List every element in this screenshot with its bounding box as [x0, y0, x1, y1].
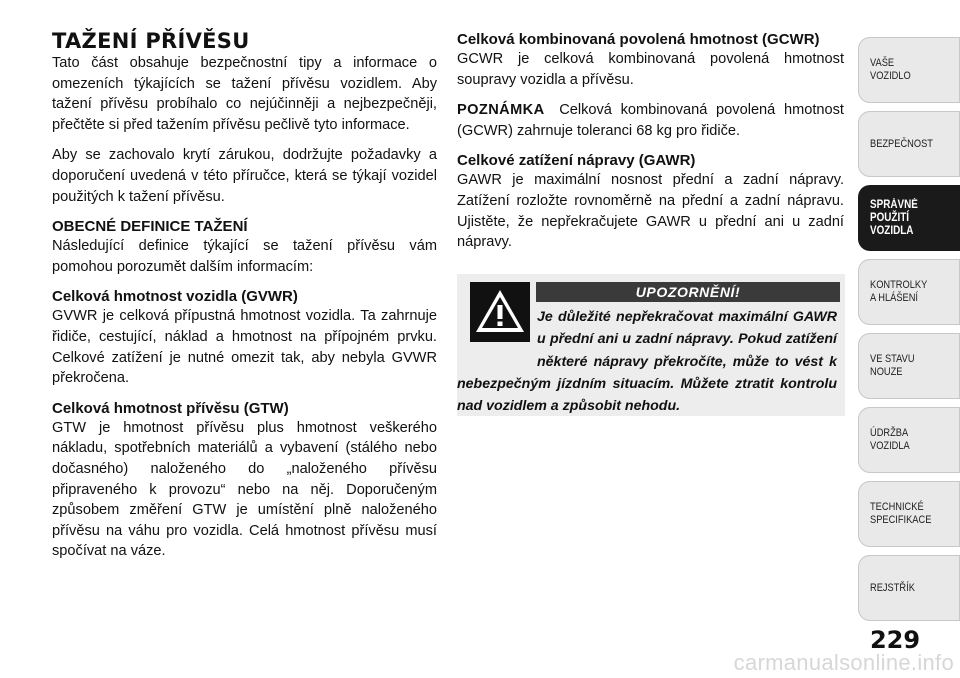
left-column	[52, 53, 437, 572]
tab-ve-stavu-nouze[interactable]	[858, 333, 960, 399]
tab-label: REJSTŘÍK	[870, 581, 915, 594]
tab-label: ÚDRŽBA VOZIDLA	[870, 427, 910, 452]
tab-label: VAŠE VOZIDLO	[870, 57, 911, 82]
gawr-text: GAWR je maximální nosnost přední a zadní nápravy. Zatížení rozložte rovnoměrně na přední a zadní nápravu. Ujistěte, že nepřekračujete GAWR u přední ani u zadní nápravy.	[457, 172, 844, 251]
tab-label: KONTROLKY A HLÁŠENÍ	[870, 279, 928, 304]
definitions-heading: OBECNÉ DEFINICE TAŽENÍ	[52, 218, 248, 236]
tab-spravne-pouziti-vozidla[interactable]	[858, 185, 960, 251]
warning-text: Je důležité nepřekračovat maximální GAWR u přední ani u zadní nápravy. Pokud zatížení některé nápravy překročíte, může to vést k nebezpečným jízdním situacím. Můžete ztratit kontrolu nad vozidlem a způsobit nehodu.	[457, 309, 837, 415]
tab-label: VE STAVU NOUZE	[870, 353, 915, 378]
intro-paragraph-2: Aby se zachovalo krytí zárukou, dodržujte požadavky a doporučení uvedená v této příručce, která se týkají vozidel použitých k tažení přívěsu.	[52, 147, 437, 205]
gcwr-text: GCWR je celková kombinovaná povolená hmotnost soupravy vozidla a přívěsu.	[457, 51, 844, 88]
warning-text-container	[457, 306, 837, 417]
gvwr-text: GVWR je celková přípustná hmotnost vozidla. Ta zahrnuje řidiče, cestující, náklad a hmotnost na přípojném prvku. Celkové zatížení je nutné omezit tak, aby nebyla GVWR překročena.	[52, 308, 437, 387]
tab-label: BEZPEČNOST	[870, 137, 933, 150]
section-tabs	[858, 0, 960, 678]
definitions-text: Následující definice týkající se tažení přívěsu vám pomohou porozumět dalším informacím:	[52, 238, 437, 275]
note-label: POZNÁMKA	[457, 102, 545, 119]
right-column	[457, 30, 844, 263]
tab-rejstrik[interactable]	[858, 555, 960, 621]
warning-header: UPOZORNĚNÍ!	[536, 282, 840, 302]
tab-vase-vozidlo[interactable]	[858, 37, 960, 103]
note-text: Celková kombinovaná povolená hmotnost (GCWR) zahrnuje toleranci 68 kg pro řidiče.	[457, 102, 844, 139]
tab-udrzba-vozidla[interactable]	[858, 407, 960, 473]
intro-paragraph-1: Tato část obsahuje bezpečnostní tipy a informace o omezeních týkajících se tažení přívěsu vozidlem. Aby tažení přívěsu probíhalo co nejúčinněji a nejbezpečněji, přečtěte si před tažením přívěsu pečlivě tyto informace.	[52, 55, 437, 133]
warning-box	[457, 274, 845, 416]
tab-label: SPRÁVNÉ POUŽITÍ VOZIDLA	[870, 198, 918, 237]
gawr-heading: Celkové zatížení nápravy (GAWR)	[457, 152, 696, 170]
page-number: 229	[869, 626, 921, 654]
tab-kontrolky-a-hlaseni[interactable]	[858, 259, 960, 325]
note-paragraph	[457, 100, 844, 141]
tab-label: TECHNICKÉ SPECIFIKACE	[870, 501, 932, 526]
tab-technicke-specifikace[interactable]	[858, 481, 960, 547]
gtw-heading: Celková hmotnost přívěsu (GTW)	[52, 399, 289, 417]
gvwr-heading: Celková hmotnost vozidla (GVWR)	[52, 288, 298, 306]
watermark: carmanualsonline.info	[733, 650, 954, 675]
page-title: TAŽENÍ PŘÍVĚSU	[52, 29, 250, 53]
gcwr-heading: Celková kombinovaná povolená hmotnost (GCWR)	[457, 31, 820, 48]
warning-spacer	[457, 306, 537, 352]
gtw-text: GTW je hmotnost přívěsu plus hmotnost veškerého nákladu, spotřebních materiálů a vybavení (stálého nebo dočasného) naloženého do „naloženého přívěsu připraveného k provozu“ nebo na něj. Doporučeným způsobem změření GTW je umístění plně naloženého přívěsu na váhu pro vozidla. Celá hmotnost přívěsu musí spočívat na váze.	[52, 419, 437, 560]
tab-bezpecnost[interactable]	[858, 111, 960, 177]
